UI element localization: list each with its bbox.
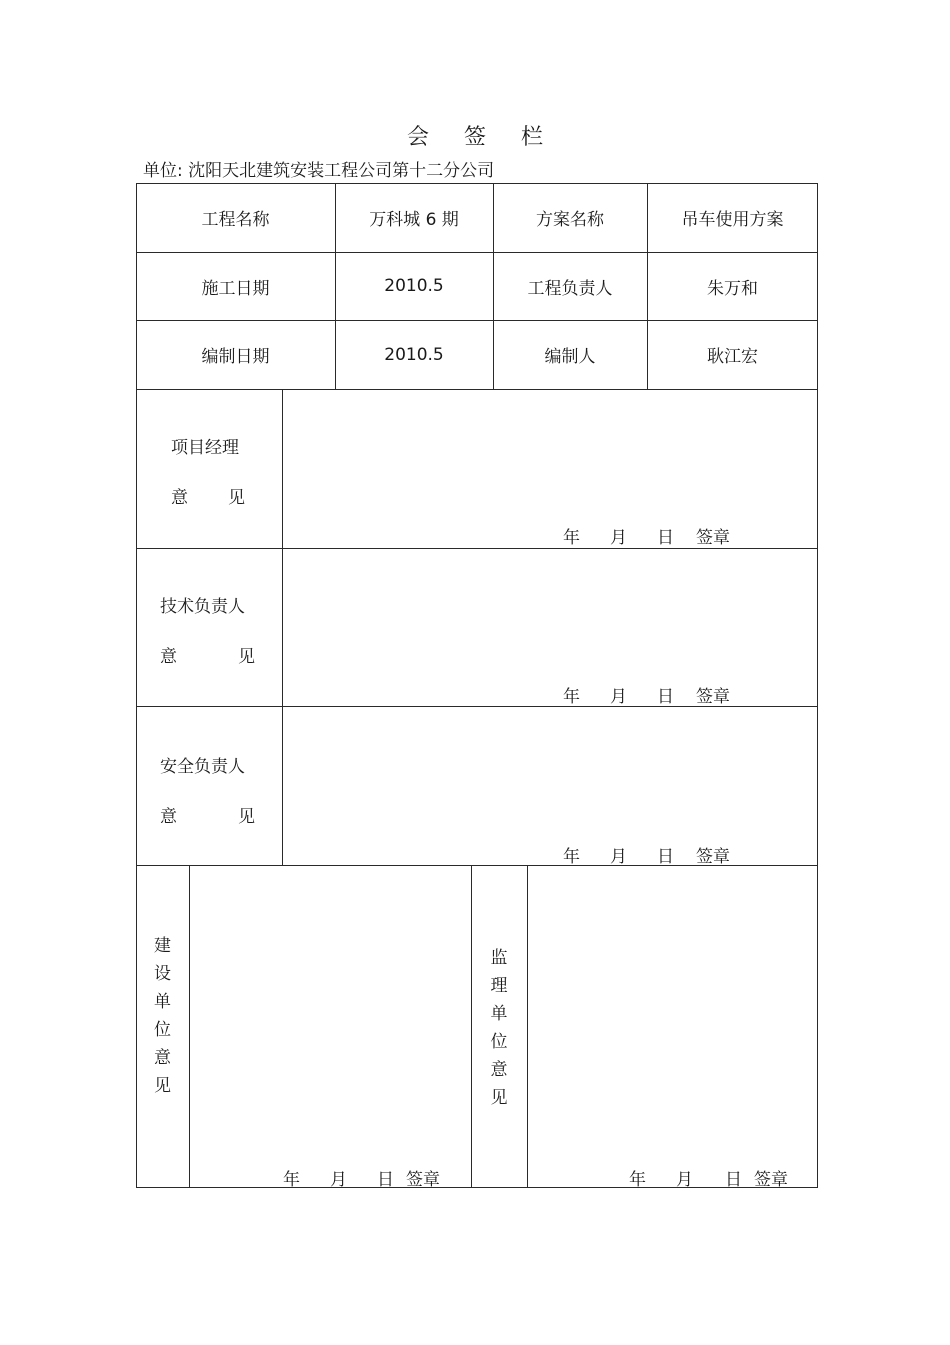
- sign-month: 月: [676, 1170, 693, 1190]
- sign-month: 月: [610, 687, 627, 707]
- sign-stamp: 签章: [696, 847, 730, 867]
- row-divider: [136, 389, 818, 390]
- sign-stamp: 签章: [696, 528, 730, 548]
- sign-year: 年: [283, 1170, 300, 1190]
- vertical-char: 理: [490, 976, 508, 996]
- sign-day: 日: [377, 1170, 394, 1190]
- supervision-unit-label: [471, 944, 527, 1112]
- construction-unit-label: [136, 932, 189, 1100]
- sign-stamp: 签章: [406, 1170, 440, 1190]
- pm-opinion-char-2: 见: [228, 488, 245, 508]
- sign-month: 月: [610, 847, 627, 867]
- vertical-char: 见: [490, 1088, 508, 1108]
- sign-year: 年: [563, 528, 580, 548]
- sign-day: 日: [657, 687, 674, 707]
- tech-opinion-char-2: 见: [238, 647, 255, 667]
- page-title: 会 签 栏: [407, 125, 557, 150]
- tech-opinion-label: 技术负责人: [160, 597, 245, 617]
- vertical-char: 建: [154, 936, 171, 956]
- supervision-sign-line: [629, 1165, 788, 1190]
- unit-line: 单位: 沈阳天北建筑安装工程公司第十二分公司: [143, 161, 495, 181]
- compiler-value: 耿江宏: [707, 347, 758, 367]
- project-manager-value: 朱万和: [707, 278, 758, 299]
- safety-opinion-char-2: 见: [238, 807, 255, 827]
- plan-name-value: 吊车使用方案: [681, 210, 784, 230]
- safety-opinion-char-1: 意: [160, 807, 177, 827]
- pm-sign-line: [563, 523, 730, 548]
- project-name-label: 工程名称: [201, 210, 270, 230]
- sign-stamp: 签章: [754, 1170, 788, 1190]
- safety-opinion-label: 安全负责人: [160, 757, 245, 777]
- safety-sign-line: [563, 842, 730, 867]
- sign-year: 年: [563, 847, 580, 867]
- col-divider: [189, 865, 190, 1188]
- tech-opinion-char-1: 意: [160, 647, 177, 667]
- vertical-char: 单: [154, 992, 171, 1012]
- compile-date-value: 2010.5: [384, 344, 444, 365]
- tech-sign-line: [563, 682, 730, 707]
- sign-month: 月: [330, 1170, 347, 1190]
- vertical-char: 意: [490, 1060, 508, 1080]
- project-manager-label: 工程负责人: [527, 278, 613, 299]
- project-name-value: 万科城 6 期: [369, 210, 459, 230]
- pm-opinion-char-1: 意: [171, 488, 188, 508]
- plan-name-label: 方案名称: [536, 210, 604, 230]
- construction-date-label: 施工日期: [201, 278, 270, 299]
- compile-date-label: 编制日期: [201, 347, 270, 367]
- vertical-char: 位: [154, 1020, 171, 1040]
- row-divider: [136, 548, 818, 549]
- sign-year: 年: [563, 687, 580, 707]
- vertical-char: 见: [154, 1076, 171, 1096]
- vertical-char: 位: [490, 1032, 508, 1052]
- vertical-char: 设: [154, 964, 171, 984]
- sign-month: 月: [610, 528, 627, 548]
- col-divider: [527, 865, 528, 1188]
- sign-day: 日: [657, 528, 674, 548]
- vertical-char: 单: [490, 1004, 508, 1024]
- sign-year: 年: [629, 1170, 646, 1190]
- vertical-char: 意: [154, 1048, 171, 1068]
- sign-day: 日: [725, 1170, 742, 1190]
- sign-stamp: 签章: [696, 687, 730, 707]
- construction-sign-line: [283, 1165, 440, 1190]
- vertical-char: 监: [490, 948, 508, 968]
- construction-date-value: 2010.5: [384, 276, 444, 296]
- pm-opinion-label: 项目经理: [171, 438, 239, 458]
- col-divider: [282, 389, 283, 866]
- compiler-label: 编制人: [544, 347, 596, 367]
- sign-day: 日: [657, 847, 674, 867]
